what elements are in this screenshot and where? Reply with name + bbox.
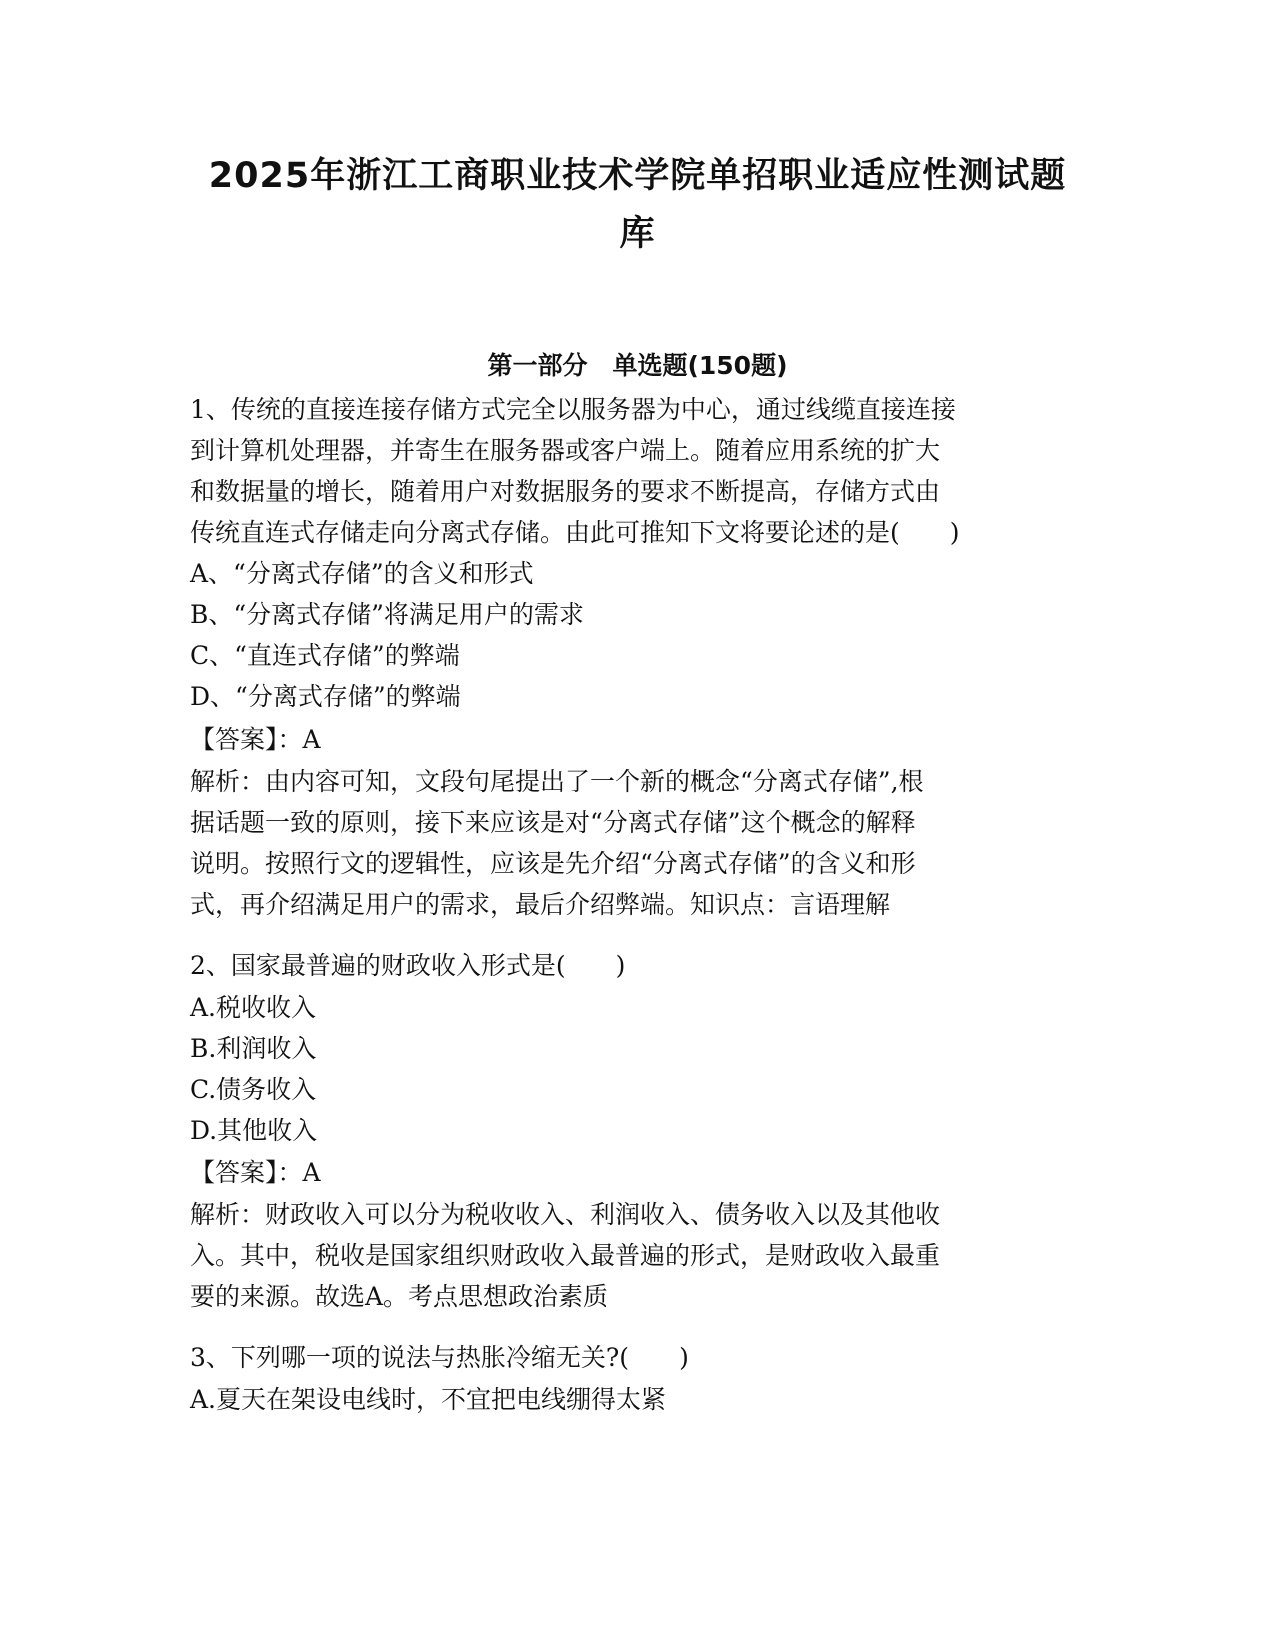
analysis-line: 入。其中，税收是国家组织财政收入最普遍的形式，是财政收入最重 [190,1241,941,1270]
section-heading: 第一部分 单选题(150题) [487,351,788,380]
question-stem-line: 2、国家最普遍的财政收入形式是( ) [190,951,626,980]
option-c: C.债务收入 [190,1075,317,1104]
option-d: D、“分离式存储”的弊端 [190,682,461,711]
document-title-line-1: 2025年浙江工商职业技术学院单招职业适应性测试题 [208,156,1067,196]
option-d: D.其他收入 [190,1116,318,1145]
question-stem-line: 3、下列哪一项的说法与热胀冷缩无关?( ) [190,1343,689,1372]
option-a: A、“分离式存储”的含义和形式 [190,559,534,588]
option-c: C、“直连式存储”的弊端 [190,641,460,670]
document-title-line-2: 库 [619,214,656,254]
option-b: B.利润收入 [190,1034,317,1063]
option-b: B、“分离式存储”将满足用户的需求 [190,600,584,629]
question-stem-line: 到计算机处理器，并寄生在服务器或客户端上。随着应用系统的扩大 [190,436,941,465]
question-stem-line: 传统直连式存储走向分离式存储。由此可推知下文将要论述的是( ) [190,518,960,547]
answer-line: 【答案】：A [190,725,321,754]
analysis-line: 解析：由内容可知，文段句尾提出了一个新的概念“分离式存储”,根 [190,767,924,796]
analysis-line: 据话题一致的原则，接下来应该是对“分离式存储”这个概念的解释 [190,808,916,837]
answer-line: 【答案】：A [190,1158,321,1187]
question-stem-line: 1、传统的直接连接存储方式完全以服务器为中心，通过线缆直接连接 [190,395,956,424]
analysis-line: 说明。按照行文的逻辑性，应该是先介绍“分离式存储”的含义和形 [190,849,916,878]
option-a: A.夏天在架设电线时，不宜把电线绷得太紧 [190,1385,667,1414]
analysis-line: 解析：财政收入可以分为税收收入、利润收入、债务收入以及其他收 [190,1200,941,1229]
analysis-line: 式，再介绍满足用户的需求，最后介绍弊端。知识点：言语理解 [190,890,891,919]
question-stem-line: 和数据量的增长，随着用户对数据服务的要求不断提高，存储方式由 [190,477,941,506]
option-a: A.税收收入 [190,993,317,1022]
analysis-line: 要的来源。故选A。考点思想政治素质 [190,1282,609,1311]
